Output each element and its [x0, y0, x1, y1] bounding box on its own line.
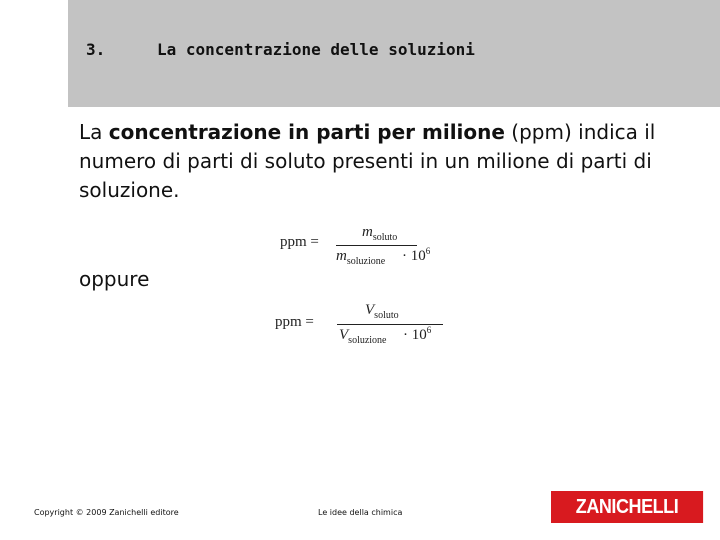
formula-volume-numerator-sub: soluto: [374, 310, 399, 321]
formula-mass-multiplier-text: · 10: [402, 248, 426, 264]
section-number: 3.: [86, 40, 106, 59]
formula-mass-exponent: 6: [425, 246, 431, 256]
formula-mass-denominator-var: m: [336, 248, 347, 264]
formula-volume-exponent: 6: [426, 325, 432, 335]
intro-rest: (ppm) indica il numero di parti di soluto presenti in un milione di parti di soluzione.: [79, 120, 656, 202]
formula-volume-numerator-var: V: [365, 302, 375, 318]
formula-volume-denominator-var: V: [339, 327, 349, 343]
formula-mass-multiplier: [402, 246, 430, 265]
formula-mass-lhs: ppm =: [280, 234, 319, 250]
formula-mass-denominator: [336, 248, 385, 267]
formula-mass-denominator-sub: soluzione: [346, 256, 386, 267]
formula-volume-multiplier: [403, 325, 431, 344]
footer-book-title: Le idee della chimica: [318, 508, 403, 517]
formula-mass-numerator-var: m: [362, 224, 373, 240]
formula-volume-lhs: ppm =: [275, 314, 314, 330]
formula-volume: [275, 304, 450, 348]
intro-bold-term: concentrazione in parti per milione: [108, 120, 505, 144]
footer-copyright: Copyright © 2009 Zanichelli editore: [34, 508, 179, 517]
formula-mass-numerator: [362, 224, 397, 243]
section-title: La concentrazione delle soluzioni: [157, 40, 475, 59]
separator-text: oppure: [79, 267, 150, 291]
formula-volume-denominator: [339, 327, 387, 346]
formula-volume-numerator: [365, 302, 399, 321]
formula-mass: [280, 226, 450, 270]
formula-mass-numerator-sub: soluto: [372, 232, 398, 243]
intro-paragraph: [79, 118, 699, 205]
formula-volume-denominator-sub: soluzione: [348, 335, 387, 346]
zanichelli-logo: ZANICHELLI: [551, 491, 703, 523]
formula-volume-multiplier-text: · 10: [403, 327, 427, 343]
intro-lead: La: [79, 120, 109, 144]
